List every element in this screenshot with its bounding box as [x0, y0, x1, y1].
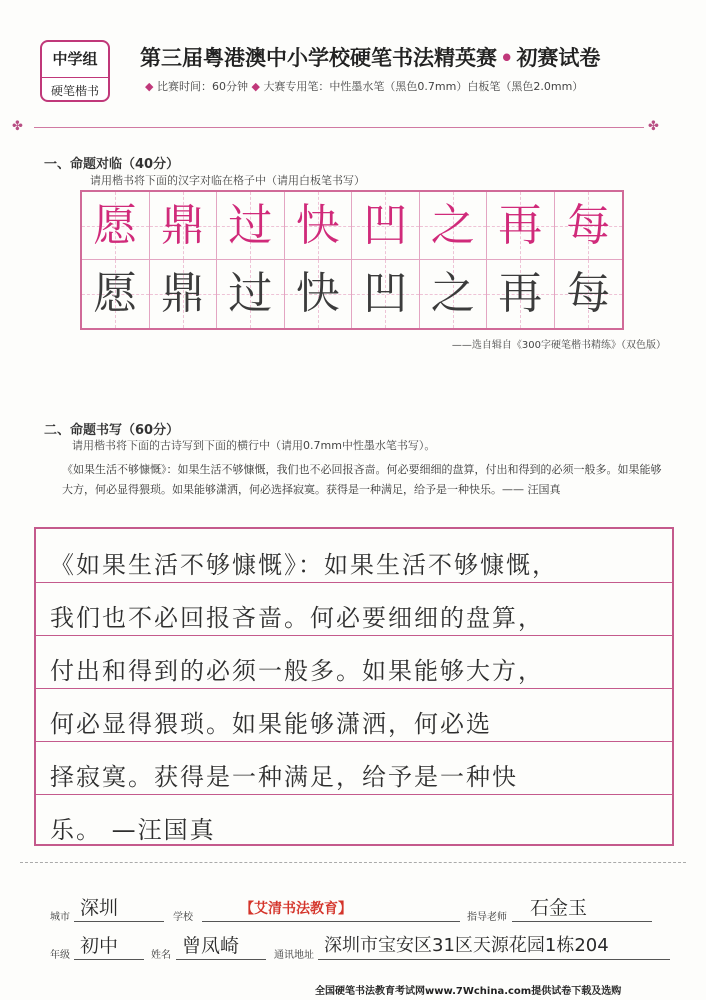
name-label: 姓名 — [151, 950, 171, 961]
model-char: 之 — [430, 199, 475, 251]
model-char: 愿 — [93, 199, 138, 251]
city-label: 城市 — [50, 912, 70, 923]
grade-underline — [74, 959, 144, 960]
copied-char: 之 — [430, 268, 475, 319]
ruled-line — [36, 688, 672, 689]
group-badge — [40, 40, 110, 102]
ornament-icon: ✤ — [648, 119, 659, 134]
ruled-line — [36, 635, 672, 636]
ruled-line — [36, 582, 672, 583]
pen-info: 大赛专用笔：中性墨水笔（黑色0.7mm）白板笔（黑色2.0mm） — [263, 80, 584, 93]
model-cell — [150, 192, 218, 260]
model-char: 鼎 — [160, 199, 205, 251]
model-char: 再 — [498, 199, 543, 251]
teacher-value[interactable]: 石金玉 — [530, 897, 588, 919]
copied-char: 过 — [228, 268, 273, 319]
model-char: 凹 — [363, 199, 408, 251]
model-cell — [487, 192, 555, 260]
copy-cell[interactable] — [555, 260, 623, 328]
ruled-line — [36, 741, 672, 742]
exam-info — [145, 78, 583, 94]
teacher-underline — [512, 921, 652, 922]
copy-cell[interactable] — [150, 260, 218, 328]
page-title — [140, 42, 600, 72]
footer-note: 全国硬笔书法教育考试网www.7Wchina.com提供试卷下载及选购 — [315, 986, 622, 997]
grade-value[interactable]: 初中 — [80, 935, 119, 957]
poem-text: 《如果生活不够慷慨》：如果生活不够慷慨，我们也不必回报吝啬。何必要细细的盘算，付出和得到的必须一般多。如果能够大方，何必显得猥琐。如果能够潇洒，何必选择寂寞。获得是一种满足，给予是一种快乐。—— 汪国真 — [62, 463, 662, 496]
copy-cell[interactable] — [82, 260, 150, 328]
address-value[interactable]: 深圳市宝安区31区天源花园1栋204 — [324, 935, 609, 956]
ruled-line — [36, 794, 672, 795]
model-char: 每 — [566, 199, 611, 251]
copy-cell[interactable] — [420, 260, 488, 328]
writing-area[interactable] — [34, 527, 674, 846]
title-main: 第三届粤港澳中小学校硬笔书法精英赛 — [140, 46, 497, 70]
model-cell — [555, 192, 623, 260]
time-info: 比赛时间：60分钟 — [156, 80, 248, 93]
school-label: 学校 — [173, 912, 193, 923]
handwritten-line: 《如果生活不够慷慨》：如果生活不够慷慨， — [50, 551, 558, 579]
section1-instruction: 请用楷书将下面的汉字对临在格子中（请用白板笔书写） — [90, 174, 365, 187]
ornament-icon: ✤ — [12, 119, 23, 134]
handwritten-line: 乐。 —汪国真 — [50, 816, 216, 844]
copy-grid — [80, 190, 624, 330]
copied-char: 鼎 — [160, 268, 205, 319]
source-citation: ——选自辑自《300字硬笔楷书精练》（双色版） — [451, 340, 666, 351]
copied-char: 再 — [498, 268, 543, 319]
copy-cell[interactable] — [352, 260, 420, 328]
bullet-icon: ◆ — [145, 80, 154, 93]
copied-char: 愿 — [93, 268, 138, 319]
handwritten-line: 择寂寞。获得是一种满足，给予是一种快 — [50, 763, 518, 791]
handwritten-line: 我们也不必回报吝啬。何必要细细的盘算， — [50, 604, 544, 632]
model-cell — [217, 192, 285, 260]
model-cell — [285, 192, 353, 260]
model-cell — [82, 192, 150, 260]
copy-cell[interactable] — [285, 260, 353, 328]
school-underline — [202, 921, 460, 922]
name-value[interactable]: 曾凤崎 — [182, 935, 240, 957]
handwritten-line: 付出和得到的必须一般多。如果能够大方， — [50, 657, 544, 685]
grade-label: 年级 — [50, 950, 70, 961]
title-suffix: 初赛试卷 — [516, 46, 601, 70]
bullet-icon: ◆ — [251, 80, 260, 93]
copied-char: 快 — [295, 268, 340, 319]
city-underline — [74, 921, 164, 922]
category-label: 硬笔楷书 — [42, 77, 108, 99]
copy-cell[interactable] — [487, 260, 555, 328]
form-divider — [20, 862, 686, 863]
teacher-label: 指导老师 — [467, 912, 507, 923]
address-underline — [318, 959, 670, 960]
section2-instruction: 请用楷书将下面的古诗写到下面的横行中（请用0.7mm中性墨水笔书写）。 — [72, 439, 436, 452]
copied-char: 凹 — [363, 268, 408, 319]
copy-cell[interactable] — [217, 260, 285, 328]
school-value[interactable]: 【艾清书法教育】 — [240, 901, 352, 917]
copied-char: 每 — [566, 268, 611, 319]
address-label: 通讯地址 — [274, 950, 314, 961]
handwritten-line: 何必显得猥琐。如果能够潇洒，何必选 — [50, 710, 492, 738]
city-value[interactable]: 深圳 — [80, 897, 119, 919]
model-cell — [420, 192, 488, 260]
title-separator: • — [500, 46, 514, 70]
model-char: 过 — [228, 199, 273, 251]
section2-title: 二、命题书写（60分） — [44, 423, 180, 438]
header-divider — [34, 127, 644, 128]
model-char: 快 — [295, 199, 340, 251]
group-label: 中学组 — [52, 50, 98, 68]
model-cell — [352, 192, 420, 260]
name-underline — [176, 959, 266, 960]
section1-title: 一、命题对临（40分） — [44, 157, 180, 172]
